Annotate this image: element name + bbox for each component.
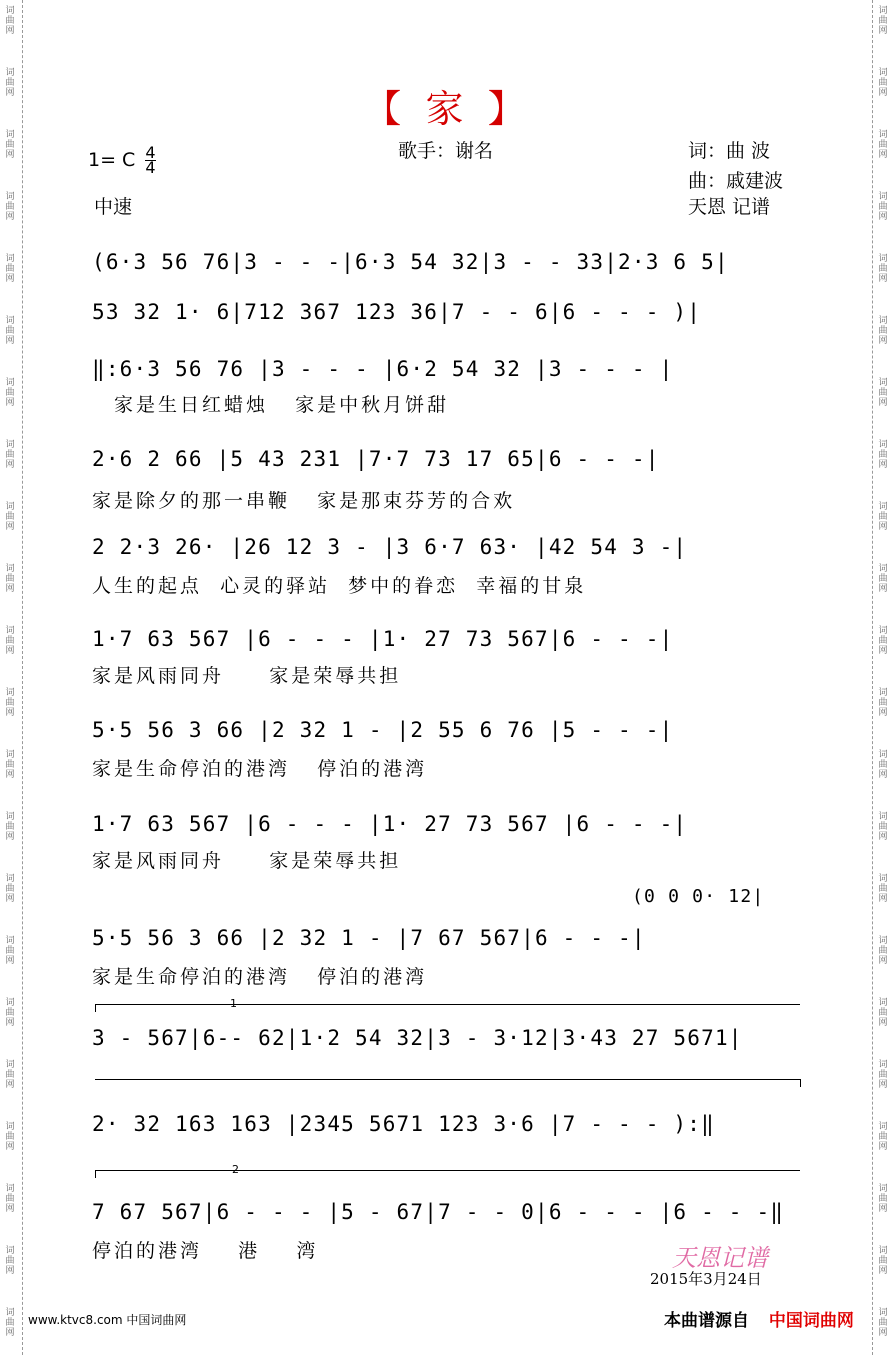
side-watermark-text: 词 曲 网: [5, 130, 15, 160]
side-watermark-text: 词 曲 网: [878, 750, 888, 780]
side-watermark-text: 词 曲 网: [5, 192, 15, 222]
side-watermark-text: 词 曲 网: [5, 1122, 15, 1152]
time-signature-top: 4: [145, 143, 156, 162]
side-watermark-text: 词 曲 网: [5, 316, 15, 346]
song-title: 【 家 】: [363, 87, 532, 131]
side-watermark-text: 词 曲 网: [878, 130, 888, 160]
side-watermark-text: 词 曲 网: [5, 6, 15, 36]
side-watermark-text: 词 曲 网: [5, 936, 15, 966]
side-watermark-text: 词 曲 网: [5, 68, 15, 98]
side-watermark-text: 词 曲 网: [5, 626, 15, 656]
side-watermark-text: 词 曲 网: [5, 254, 15, 284]
transcriber-stamp: 天恩记谱: [672, 1244, 768, 1272]
side-watermark-text: 词 曲 网: [5, 1060, 15, 1090]
score-row-2: 53 32 1· 6|712 367 123 36|7 - - 6|6 - - - )|: [92, 300, 702, 324]
score-row-3: ‖:6·3 56 76 |3 - - - |6·2 54 32 |3 - - - |: [92, 357, 674, 381]
transcription-date: 2015年3月24日: [650, 1270, 762, 1288]
side-watermark-text: 词 曲 网: [5, 1308, 15, 1338]
volta-1-end-tick: [800, 1079, 801, 1087]
side-watermark-text: 词 曲 网: [878, 1246, 888, 1276]
side-watermark-text: 词 曲 网: [878, 626, 888, 656]
side-watermark-text: 词 曲 网: [878, 1308, 888, 1338]
footer-brand-link[interactable]: 中国词曲网: [768, 1311, 854, 1331]
lyric-row-6: 家是风雨同舟 家是荣辱共担: [92, 665, 402, 687]
footer-source-label: 本曲谱源自: [664, 1311, 749, 1331]
side-watermark-text: 词 曲 网: [5, 874, 15, 904]
score-row-12: 7 67 567|6 - - - |5 - 67|7 - - 0|6 - - - |6 - - -‖: [92, 1200, 785, 1224]
score-row-8: 1·7 63 567 |6 - - - |1· 27 73 567 |6 - - -|: [92, 812, 688, 836]
side-watermark-text: 词 曲 网: [878, 192, 888, 222]
side-watermark-text: 词 曲 网: [5, 812, 15, 842]
side-watermark-text: 词 曲 网: [878, 68, 888, 98]
lyric-row-9: 家是生命停泊的港湾 停泊的港湾: [92, 966, 428, 988]
key-signature: 1= C $\frac{4}{4}$: [88, 143, 156, 177]
side-watermark-text: 词 曲 网: [878, 564, 888, 594]
score-row-6: 1·7 63 567 |6 - - - |1· 27 73 567|6 - - -|: [92, 627, 674, 651]
side-watermark-text: 词 曲 网: [878, 1122, 888, 1152]
side-watermark-text: 词 曲 网: [5, 998, 15, 1028]
side-watermark-text: 词 曲 网: [878, 440, 888, 470]
side-watermark-text: 词 曲 网: [5, 750, 15, 780]
volta-1-tick: [95, 1004, 96, 1012]
lyricist: 词：曲 波: [688, 140, 771, 162]
lyric-row-3: 家是生日红蜡烛 家是中秋月饼甜: [114, 394, 450, 416]
right-watermark-strip: [872, 0, 895, 1355]
side-watermark-text: 词 曲 网: [5, 1184, 15, 1214]
transcriber: 天恩 记谱: [688, 196, 771, 218]
score-row-1: (6·3 56 76|3 - - -|6·3 54 32|3 - - 33|2·3 6 5|: [92, 250, 729, 274]
composer: 曲：戚建波: [688, 170, 784, 192]
side-watermark-text: 词 曲 网: [878, 502, 888, 532]
score-row-4: 2·6 2 66 |5 43 231 |7·7 73 17 65|6 - - -|: [92, 447, 660, 471]
side-watermark-text: 词 曲 网: [878, 1060, 888, 1090]
side-watermark-text: 词 曲 网: [5, 1246, 15, 1276]
side-watermark-text: 词 曲 网: [878, 874, 888, 904]
score-row-5: 2 2·3 26· |26 12 3 - |3 6·7 63· |42 54 3 -|: [92, 535, 688, 559]
side-watermark-text: 词 曲 网: [878, 812, 888, 842]
side-watermark-text: 词 曲 网: [878, 378, 888, 408]
volta-1-bracket-cont: [95, 1079, 800, 1080]
time-signature-bottom: 4: [145, 158, 156, 177]
side-watermark-text: 词 曲 网: [5, 688, 15, 718]
tempo: 中速: [94, 196, 133, 218]
footer-site-link[interactable]: www.ktvc8.com 中国词曲网: [28, 1313, 187, 1327]
left-watermark-strip: [0, 0, 23, 1355]
side-watermark-text: 词 曲 网: [5, 564, 15, 594]
score-row-9: 5·5 56 3 66 |2 32 1 - |7 67 567|6 - - -|: [92, 926, 646, 950]
side-watermark-text: 词 曲 网: [878, 1184, 888, 1214]
lyric-row-8: 家是风雨同舟 家是荣辱共担: [92, 850, 402, 872]
volta-2-tick: [95, 1170, 96, 1178]
lyric-row-4: 家是除夕的那一串鞭 家是那束芬芳的合欢: [92, 490, 516, 512]
volta-1-label: 1: [230, 997, 237, 1010]
side-watermark-text: 词 曲 网: [878, 254, 888, 284]
side-watermark-text: 词 曲 网: [5, 378, 15, 408]
volta-2-label: 2: [232, 1163, 239, 1176]
volta-2-bracket: [95, 1170, 800, 1171]
side-watermark-text: 词 曲 网: [878, 6, 888, 36]
score-row-10: 3 - 567|6-- 62|1·2 54 32|3 - 3·12|3·43 27 5671|: [92, 1026, 743, 1050]
lyric-row-7: 家是生命停泊的港湾 停泊的港湾: [92, 758, 428, 780]
side-watermark-text: 词 曲 网: [5, 502, 15, 532]
side-watermark-text: 词 曲 网: [878, 688, 888, 718]
pickup-measure: (0 0 0· 12|: [632, 886, 765, 907]
score-row-11: 2· 32 163 163 |2345 5671 123 3·6 |7 - - - ):‖: [92, 1112, 715, 1136]
side-watermark-text: 词 曲 网: [5, 440, 15, 470]
footer-source: [664, 1306, 854, 1331]
lyric-row-5: 人生的起点 心灵的驿站 梦中的眷恋 幸福的甘泉: [92, 575, 587, 597]
volta-1-bracket: [95, 1004, 800, 1005]
side-watermark-text: 词 曲 网: [878, 936, 888, 966]
singer: 歌手：谢名: [398, 140, 494, 162]
side-watermark-text: 词 曲 网: [878, 998, 888, 1028]
lyric-row-12: 停泊的港湾 港 湾: [92, 1240, 319, 1262]
score-row-7: 5·5 56 3 66 |2 32 1 - |2 55 6 76 |5 - - -|: [92, 718, 674, 742]
side-watermark-text: 词 曲 网: [878, 316, 888, 346]
